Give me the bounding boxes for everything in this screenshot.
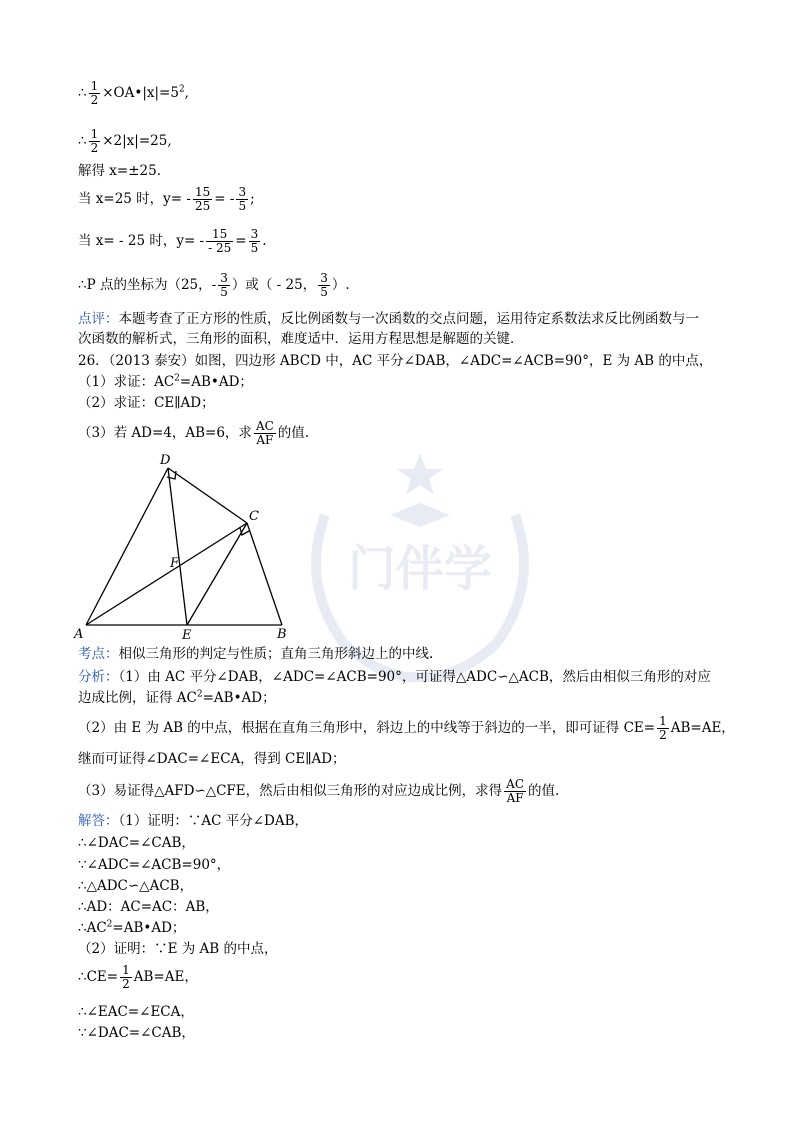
label-B: B xyxy=(277,627,287,642)
label-C: C xyxy=(249,509,259,524)
kaodian-line: 考点：相似三角形的判定与性质；直角三角形斜边上的中线. xyxy=(78,646,434,662)
fenxi-line-1: 分析：（1）由 AC 平分∠DAB，∠ADC=∠ACB=90°，可证得△ADC∽△ACB，然后由相似三角形的对应 xyxy=(78,669,711,685)
jieda-line-8: ∴CE= $\frac{1}{2}$ AB=AE， xyxy=(78,963,198,991)
segment-EC xyxy=(187,523,247,625)
equation-line-3: 解得 x=±25. xyxy=(78,163,161,179)
problem-title: 26．（2013 泰安）如图，四边形 ABCD 中，AC 平分∠DAB，∠ADC=∠ACB=90°，E 为 AB 的中点， xyxy=(78,353,713,369)
kaodian-label: 考点： xyxy=(78,646,119,662)
equation-line-5: 当 x= - 25 时，y= - $\frac{15}{- 25}$ = $\frac{3}{5}$ . xyxy=(78,227,267,255)
jieda-line-10: ∵∠DAC=∠CAB， xyxy=(78,1025,195,1041)
segment-AD xyxy=(86,468,168,625)
equation-line-2: ∴ $\frac{1}{2}$ ×2|x|=25, xyxy=(78,127,172,155)
problem-q1: （1）求证：$AC^2=AB•AD$； xyxy=(78,373,253,390)
label-A: A xyxy=(74,627,84,642)
fenxi-line-5: （3）易证得△AFD∽△CFE，然后由相似三角形的对应边成比例，求得 $\frac{AC}{AF}$ 的值. xyxy=(78,777,560,805)
problem-q2: （2）求证：CE∥AD； xyxy=(78,395,215,411)
label-F: F xyxy=(170,556,180,571)
jieda-label: 解答： xyxy=(78,813,119,829)
jieda-line-2: ∴∠DAC=∠CAB， xyxy=(78,835,195,851)
comment-line-1: 点评：本题考查了正方形的性质，反比例函数与一次函数的交点问题，运用待定系数法求反比例函数与一 xyxy=(78,311,699,327)
label-E: E xyxy=(182,628,192,643)
fenxi-line-2: 边成比例，证得 $AC^2=AB•AD$； xyxy=(78,689,276,706)
segment-CB xyxy=(247,523,282,625)
watermark-text: 门伴学 xyxy=(347,541,493,597)
equation-line-4: 当 x=25 时，y= - $\frac{15}{25}$ = - $\frac{3}{5}$ ; xyxy=(78,185,255,213)
fenxi-line-3: （2）由 E 为 AB 的中点，根据在直角三角形中，斜边上的中线等于斜边的一半，即可证得 CE= $\frac{1}{2}$ AB=AE， xyxy=(78,714,735,742)
geometry-figure xyxy=(70,450,300,645)
segment-DC xyxy=(168,468,247,523)
fenxi-line-4: 继而可证得∠DAC=∠ECA，得到 CE∥AD； xyxy=(78,751,346,767)
jieda-line-4: ∴△ADC∽△ACB， xyxy=(78,878,194,894)
problem-q3: （3）若 AD=4，AB=6，求 $\frac{AC}{AF}$ 的值. xyxy=(78,419,310,447)
jieda-line-6: $\therefore AC^2=AB•AD$； xyxy=(78,919,186,936)
right-angle-C xyxy=(240,528,249,535)
jieda-line-3: ∵∠ADC=∠ACB=90°， xyxy=(78,857,231,873)
comment-line-2: 次函数的解析式，三角形的面积，难度适中．运用方程思想是解题的关键． xyxy=(78,331,524,347)
segment-DE xyxy=(168,468,187,625)
jieda-line-7: （2）证明：∵E 为 AB 的中点， xyxy=(78,941,278,957)
comment-label: 点评： xyxy=(78,311,119,327)
equation-line-1: ∴ $\frac{1}{2}$ $\times OA•|x|=5^2$, xyxy=(78,79,189,107)
jieda-line-9: ∴∠EAC=∠ECA， xyxy=(78,1004,194,1020)
jieda-line-1: 解答：（1）证明：∵AC 平分∠DAB， xyxy=(78,813,309,829)
segment-AC xyxy=(86,523,247,625)
equation-line-6: ∴P 点的坐标为（25，- $\frac{3}{5}$ ）或（ - 25， $\frac{3}{5}$ ）. xyxy=(78,271,350,299)
fenxi-label: 分析： xyxy=(78,669,119,685)
jieda-line-5: ∴AD：AC=AC：AB， xyxy=(78,899,219,915)
label-D: D xyxy=(160,453,171,468)
